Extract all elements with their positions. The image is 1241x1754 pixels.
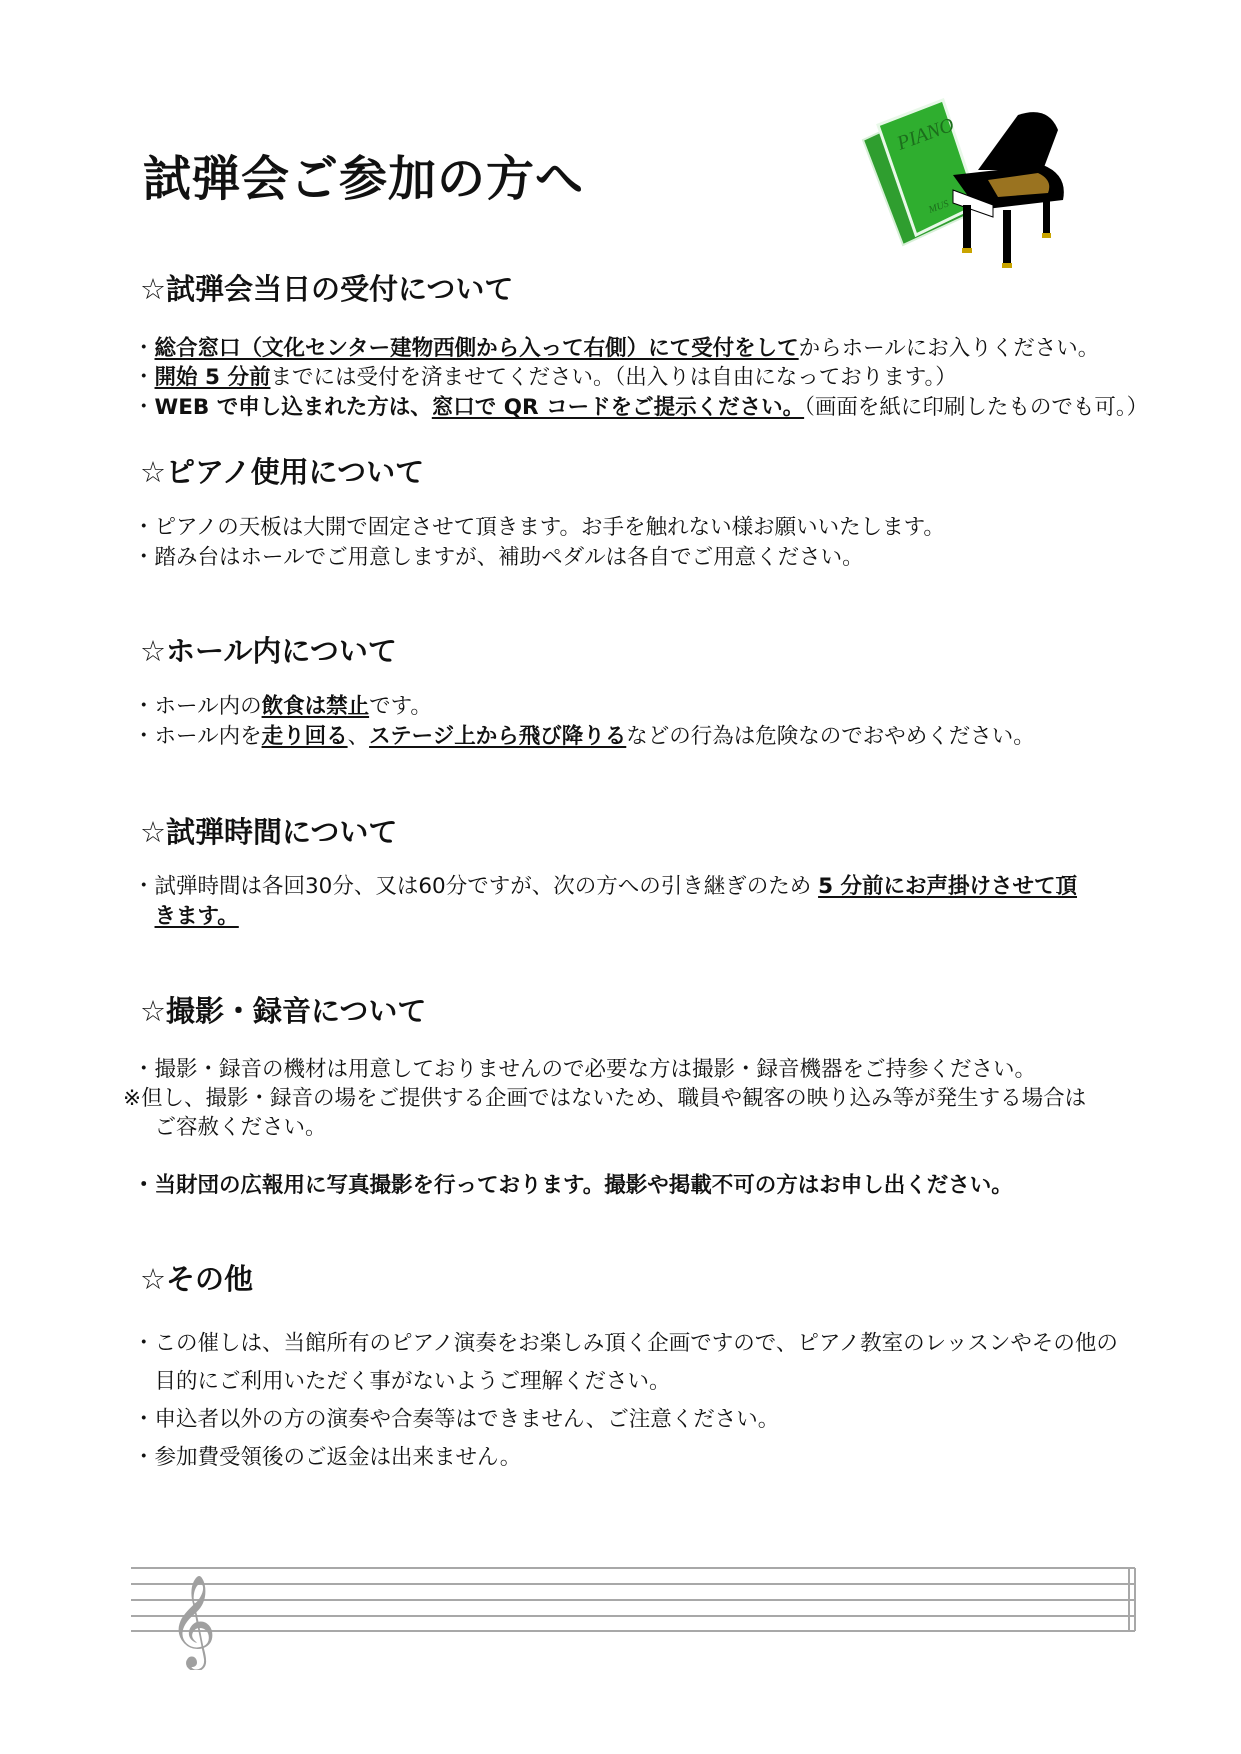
emphasized-text: ステージ上から飛び降りる — [369, 724, 627, 749]
text-segment: ご容赦ください。 — [133, 1115, 327, 1140]
text-segment — [133, 904, 155, 929]
text-segment: WEB で申し込まれた方は、 — [154, 395, 432, 420]
section-heading: ☆その他 — [140, 1262, 253, 1296]
emphasized-text: 窓口で QR コードをご提示ください。 — [431, 395, 805, 420]
text-line — [133, 1445, 521, 1471]
text-line — [133, 1173, 1013, 1199]
text-line — [133, 336, 1099, 362]
text-segment: 、 — [347, 724, 370, 749]
text-segment: ・撮影・録音の機材は用意しておりませんので必要な方は撮影・録音機器をご持参ください。 — [133, 1057, 1037, 1082]
section-heading: ☆ホール内について — [140, 634, 397, 668]
treble-clef-icon: 𝄞 — [169, 1574, 217, 1667]
text-segment: ・参加費受領後のご返金は出来ません。 — [133, 1445, 522, 1470]
text-segment: 目的にご利用いただく事がないようご理解ください。 — [133, 1369, 671, 1394]
text-line — [133, 1331, 1118, 1357]
emphasized-text: きます。 — [154, 904, 239, 929]
text-segment: ※但し、撮影・録音の場をご提供する企画ではないため、職員や観客の映り込み等が発生する場合は — [123, 1086, 1087, 1111]
text-line — [133, 724, 1035, 750]
music-books-icon — [863, 100, 978, 245]
emphasized-text: 飲食は禁止 — [261, 694, 370, 719]
music-staff-decoration — [131, 1560, 1137, 1670]
text-line — [133, 874, 1077, 900]
text-segment: （画面を紙に印刷したものでも可。） — [804, 395, 1149, 420]
grand-piano-icon — [953, 112, 1064, 268]
emphasized-text: 総合窓口（文化センター建物西側から入って右側）にて受付をして — [154, 336, 799, 361]
text-segment: からホールにお入りください。 — [798, 336, 1100, 361]
text-line — [133, 904, 239, 930]
text-segment: などの行為は危険なのでおやめください。 — [626, 724, 1035, 749]
text-line — [133, 365, 957, 391]
emphasized-text: 5 分前にお声掛けさせて頂 — [818, 874, 1078, 899]
text-segment: ・申込者以外の方の演奏や合奏等はできません、ご注意ください。 — [133, 1407, 780, 1432]
text-line — [133, 395, 1148, 421]
text-segment: ・ — [133, 395, 155, 420]
text-line — [133, 694, 432, 720]
svg-text:MUS: MUS — [927, 198, 951, 216]
text-segment: ・踏み台はホールでご用意しますが、補助ペダルは各自でご用意ください。 — [133, 545, 864, 570]
text-segment: ・ホール内の — [133, 694, 262, 719]
text-line — [133, 1407, 779, 1433]
page-title: 試弾会ご参加の方へ — [143, 151, 585, 207]
section-heading: ☆試弾会当日の受付について — [140, 272, 514, 306]
text-line — [133, 1115, 327, 1141]
text-segment: ・ホール内を — [133, 724, 262, 749]
text-line — [133, 545, 864, 571]
text-segment: です。 — [369, 694, 432, 719]
section-heading: ☆ピアノ使用について — [140, 455, 425, 489]
text-segment: ・試弾時間は各回30分、又は60分ですが、次の方への引き継ぎのため — [133, 874, 819, 899]
text-segment: ・当財団の広報用に写真撮影を行っております。撮影や掲載不可の方はお申し出ください。 — [133, 1173, 1013, 1198]
text-line — [133, 515, 945, 541]
emphasized-text: 開始 5 分前 — [154, 365, 271, 390]
text-line — [123, 1086, 1086, 1112]
text-segment: ・ — [133, 336, 155, 361]
text-line — [133, 1369, 671, 1395]
text-segment: ・ — [133, 365, 155, 390]
text-segment: ・この催しは、当館所有のピアノ演奏をお楽しみ頂く企画ですので、ピアノ教室のレッスンやその他の — [133, 1331, 1118, 1356]
section-heading: ☆撮影・録音について — [140, 994, 427, 1028]
svg-text:PIANO: PIANO — [894, 113, 958, 155]
text-segment: までには受付を済ませてください。（出入りは自由になっております。） — [270, 365, 957, 390]
piano-illustration — [858, 95, 1068, 270]
text-segment: ・ピアノの天板は大開で固定させて頂きます。お手を触れない様お願いいたします。 — [133, 515, 945, 540]
section-heading: ☆試弾時間について — [140, 815, 398, 849]
emphasized-text: 走り回る — [261, 724, 348, 749]
text-line — [133, 1057, 1036, 1083]
